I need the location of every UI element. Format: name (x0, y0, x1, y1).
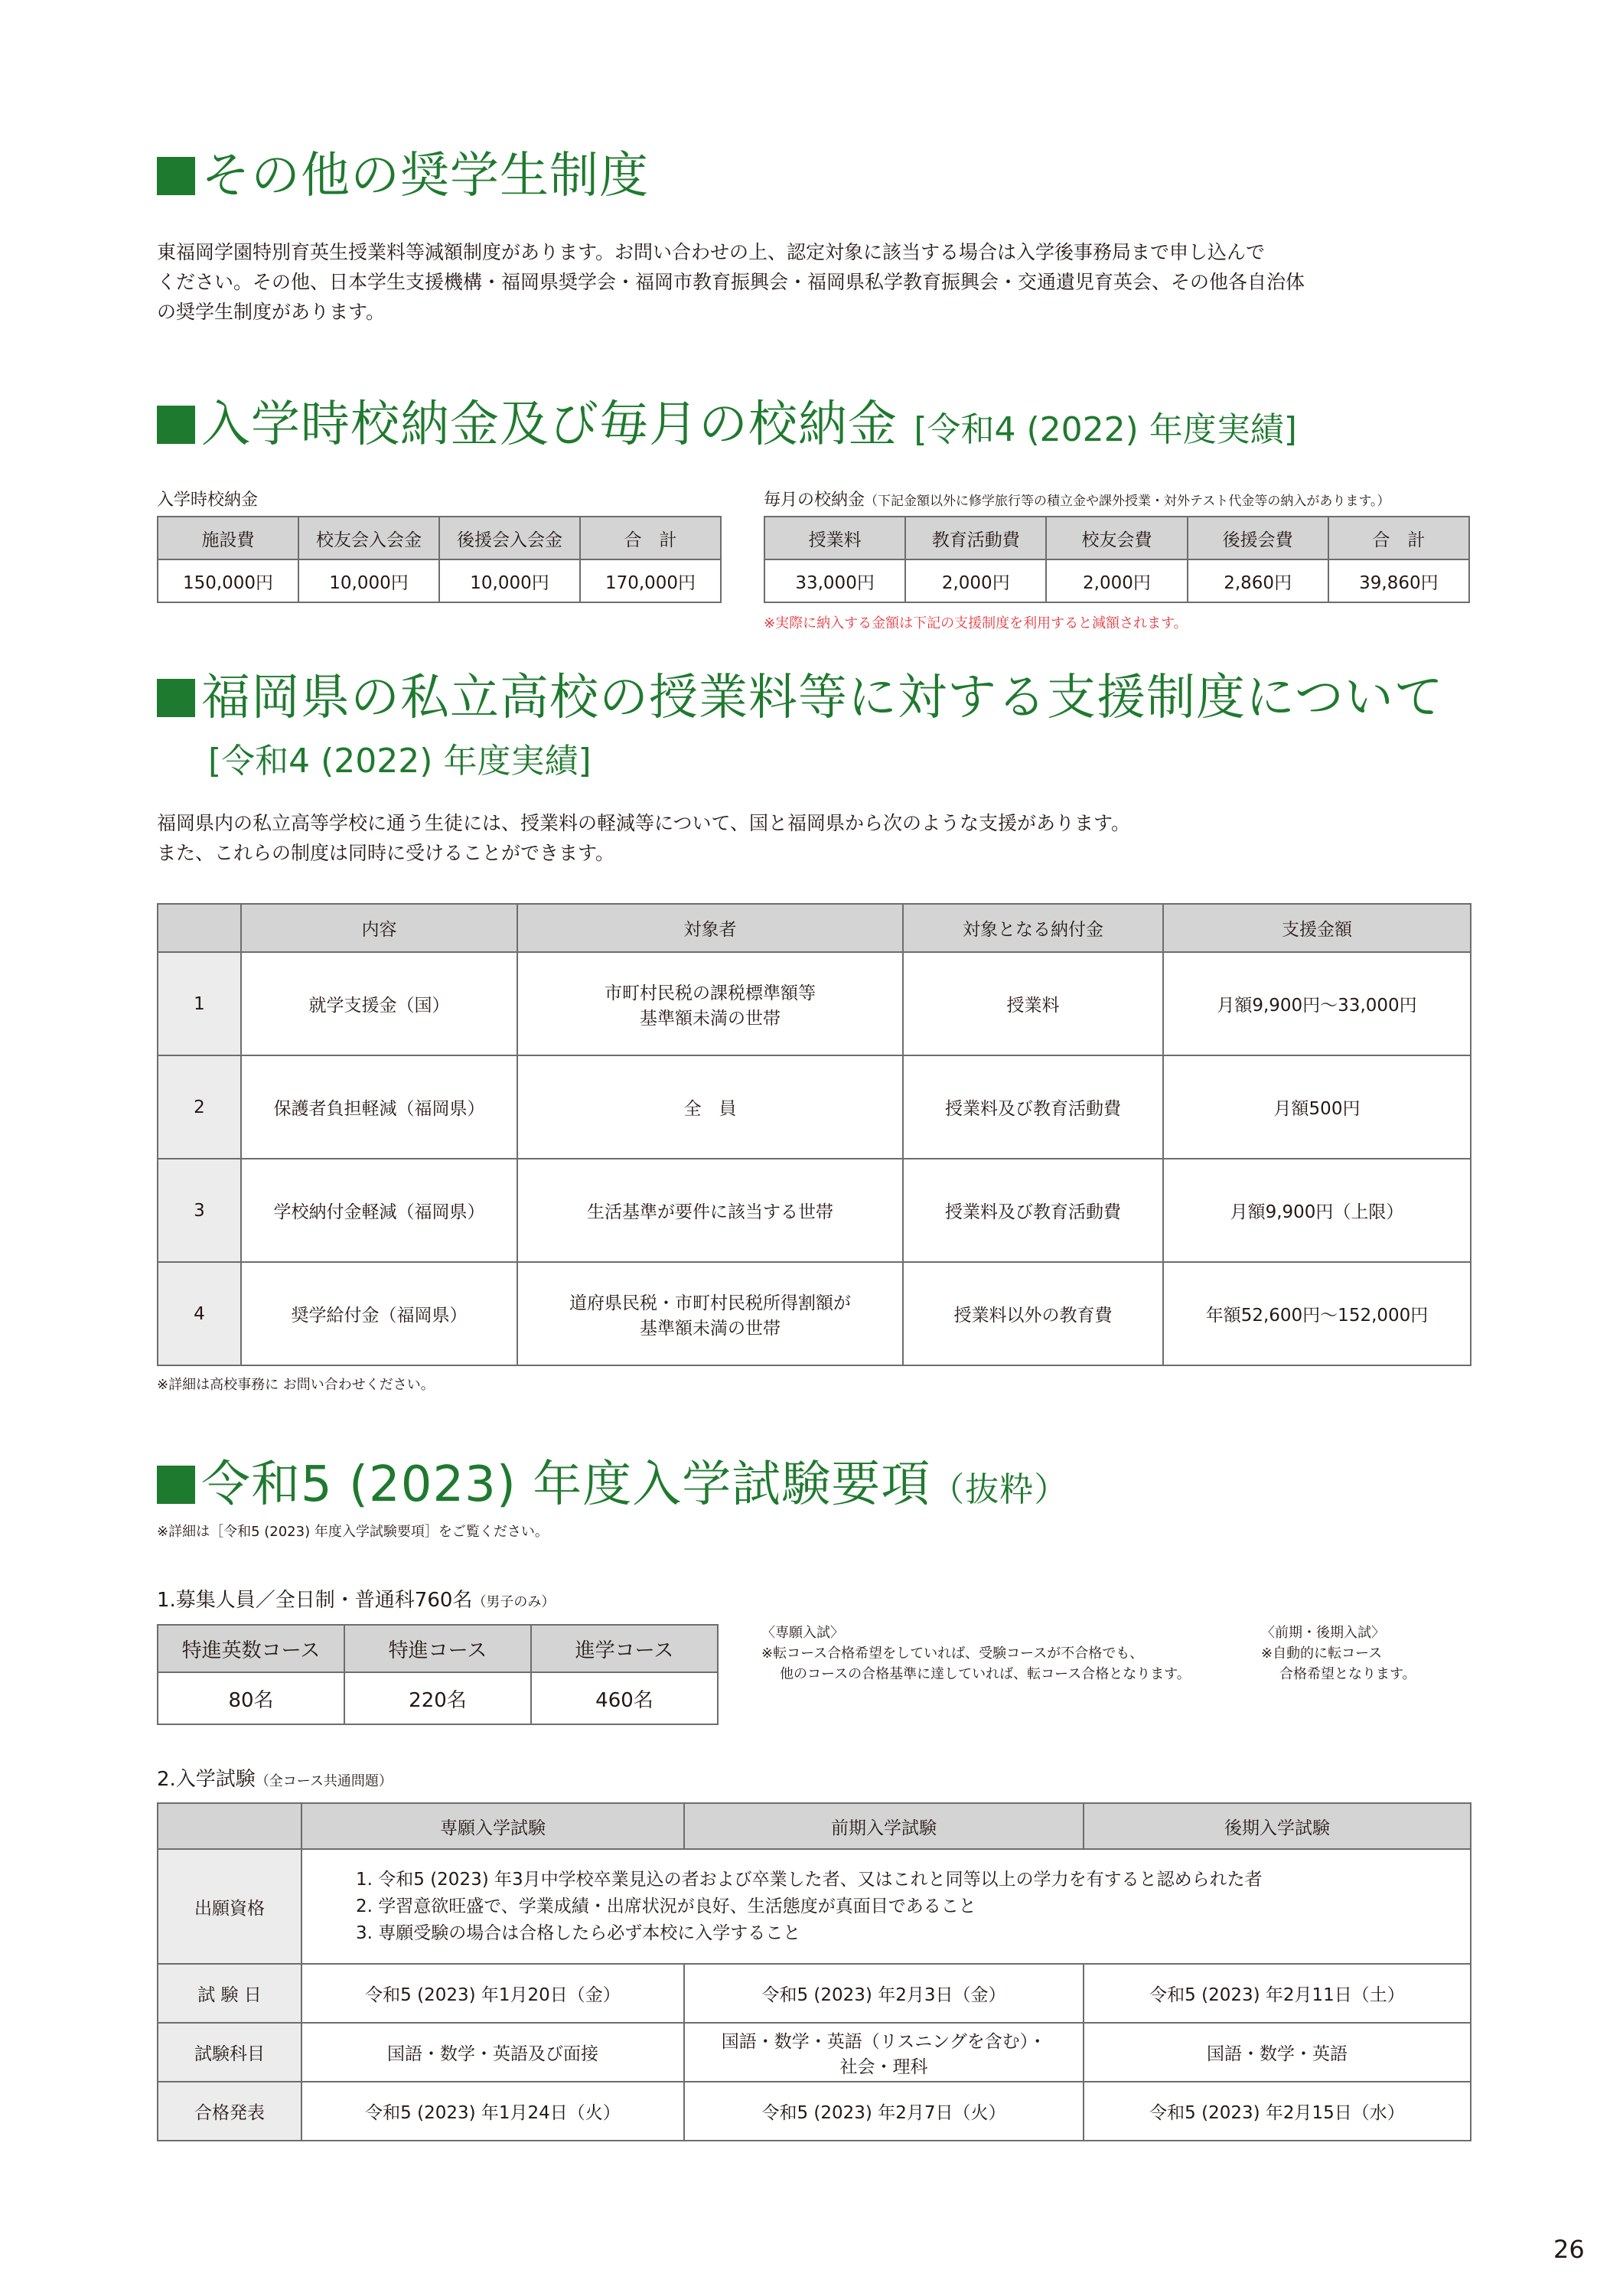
table-cell: 10,000円 (439, 559, 580, 602)
table-cell: 33,000円 (764, 559, 905, 602)
table-cell: 令和5 (2023) 年2月7日（火） (684, 2082, 1084, 2141)
support-target: 市町村民税の課税標準額等 基準額未満の世帯 (517, 952, 903, 1055)
exam-note: ※詳細は［令和5 (2023) 年度入学試験要項］をご覧ください。 (157, 1524, 549, 1540)
qualification-cell: 1. 令和5 (2023) 年3月中学校卒業見込の者および卒業した者、又はこれと同等以上の学力を有すると認められた者 2. 学習意欲旺盛で、学業成績・出席状況が良好、生活態度が真面目であること 3. 専願受験の場合は合格したら必ず本校に入学すること (301, 1849, 1471, 1964)
square-bullet-icon (157, 679, 195, 717)
section-title-support: 福岡県の私立高校の授業料等に対する支援制度について (157, 667, 1444, 729)
table-header: 特進コース (344, 1625, 531, 1672)
table-cell: 2,860円 (1188, 559, 1328, 602)
table-header: 校友会入会金 (298, 517, 439, 559)
row-label: 試験科目 (158, 2023, 301, 2082)
admission-fee-caption: 入学時校納金 (157, 491, 259, 510)
row-number: 4 (158, 1262, 241, 1365)
support-amount: 月額500円 (1163, 1055, 1471, 1159)
table-header: 教育活動費 (905, 517, 1046, 559)
support-fee: 授業料及び教育活動費 (903, 1055, 1163, 1159)
row-label: 試 験 日 (158, 1964, 301, 2023)
table-cell: 令和5 (2023) 年2月3日（金） (684, 1964, 1084, 2023)
row-number: 2 (158, 1055, 241, 1159)
table-header: 合 計 (1328, 517, 1469, 559)
support-amount: 月額9,900円～33,000円 (1163, 952, 1471, 1055)
table-row (158, 1055, 1471, 1159)
support-fee: 授業料及び教育活動費 (903, 1159, 1163, 1262)
table-row (158, 952, 1471, 1055)
table-cell: 460名 (531, 1672, 718, 1724)
admission-fee-table (157, 516, 722, 603)
support-content: 奨学給付金（福岡県） (241, 1262, 517, 1365)
support-content: 学校納付金軽減（福岡県） (241, 1159, 517, 1262)
table-header: 後援会入会金 (439, 517, 580, 559)
table-row (158, 1964, 1471, 2023)
table-cell: 2,000円 (905, 559, 1046, 602)
table-header: 授業料 (764, 517, 905, 559)
table-cell: 150,000円 (158, 559, 298, 602)
table-cell: 国語・数学・英語及び面接 (301, 2023, 684, 2082)
recruitment-heading: 1.募集人員／全日制・普通科760名（男子のみ） (157, 1589, 556, 1612)
table-cell: 令和5 (2023) 年2月15日（水） (1084, 2082, 1471, 2141)
section-title-exam: 令和5 (2023) 年度入学試験要項（抜粋） (157, 1454, 1068, 1521)
support-table (157, 903, 1471, 1366)
table-header: 特進英数コース (158, 1625, 344, 1672)
section-title-fees: 入学時校納金及び毎月の校納金 [令和4 (2022) 年度実績] (157, 394, 1297, 461)
table-cell: 10,000円 (298, 559, 439, 602)
table-row (158, 2023, 1471, 2082)
table-header (158, 904, 241, 952)
zenki-note: 〈前期・後期入試〉 ※自動的に転コース 合格希望となります。 (1261, 1625, 1416, 1682)
table-cell: 39,860円 (1328, 559, 1469, 602)
support-target: 道府県民税・市町村民税所得割額が 基準額未満の世帯 (517, 1262, 903, 1365)
scholarship-paragraph: 東福岡学園特別育英生授業料等減額制度があります。お問い合わせの上、認定対象に該当する場合は入学後事務局まで申し込んで ください。その他、日本学生支援機構・福岡県奨学会・福岡市教育振興会・福岡県私学教育振興会・交通遺児育英会、その他各自治体 の奨学生制度があります。 (157, 241, 1305, 323)
table-header: 校友会費 (1046, 517, 1187, 559)
table-header: 後期入学試験 (1084, 1803, 1471, 1849)
support-fee: 授業料 (903, 952, 1163, 1055)
table-row (158, 2082, 1471, 2141)
table-header: 専願入学試験 (301, 1803, 684, 1849)
row-number: 3 (158, 1159, 241, 1262)
table-cell: 令和5 (2023) 年1月24日（火） (301, 2082, 684, 2141)
support-content: 就学支援金（国） (241, 952, 517, 1055)
senkan-note: 〈専願入試〉 ※転コース合格希望をしていれば、受験コースが不合格でも、 他のコースの合格基準に達していれば、転コース合格となります。 (761, 1625, 1191, 1682)
support-content: 保護者負担軽減（福岡県） (241, 1055, 517, 1159)
support-fee: 授業料以外の教育費 (903, 1262, 1163, 1365)
reduction-note: ※実際に納入する金額は下記の支援制度を利用すると減額されます。 (764, 615, 1188, 631)
exam-heading: 2.入学試験（全コース共通問題） (157, 1768, 393, 1791)
support-amount: 月額9,900円（上限） (1163, 1159, 1471, 1262)
table-header: 合 計 (580, 517, 721, 559)
table-header: 進学コース (531, 1625, 718, 1672)
table-cell: 令和5 (2023) 年2月11日（土） (1084, 1964, 1471, 2023)
support-amount: 年額52,600円～152,000円 (1163, 1262, 1471, 1365)
support-note: ※詳細は高校事務に お問い合わせください。 (157, 1377, 435, 1393)
square-bullet-icon (157, 406, 195, 444)
table-header: 前期入学試験 (684, 1803, 1084, 1849)
table-header: 後援会費 (1188, 517, 1328, 559)
table-row (158, 1159, 1471, 1262)
support-paragraph: 福岡県内の私立高等学校に通う生徒には、授業料の軽減等について、国と福岡県から次のような支援があります。 また、これらの制度は同時に受けることができます。 (157, 812, 1131, 864)
monthly-fee-table (764, 516, 1470, 603)
table-row (158, 1849, 1471, 1964)
table-cell: 2,000円 (1046, 559, 1187, 602)
table-cell: 220名 (344, 1672, 531, 1724)
recruitment-table (157, 1624, 719, 1725)
square-bullet-icon (157, 1466, 195, 1504)
table-cell: 国語・数学・英語 (1084, 2023, 1471, 2082)
row-number: 1 (158, 952, 241, 1055)
row-label: 出願資格 (158, 1849, 301, 1964)
table-cell: 国語・数学・英語（リスニングを含む）・ 社会・理科 (684, 2023, 1084, 2082)
support-target: 生活基準が要件に該当する世帯 (517, 1159, 903, 1262)
support-year: [令和4 (2022) 年度実績] (208, 742, 592, 781)
table-header: 支援金額 (1163, 904, 1471, 952)
table-header: 内容 (241, 904, 517, 952)
table-header (158, 1803, 301, 1849)
table-cell: 令和5 (2023) 年1月20日（金） (301, 1964, 684, 2023)
support-target: 全 員 (517, 1055, 903, 1159)
table-row (158, 1262, 1471, 1365)
square-bullet-icon (157, 157, 195, 195)
table-header: 施設費 (158, 517, 298, 559)
section-title-scholarship: その他の奨学生制度 (157, 145, 649, 207)
row-label: 合格発表 (158, 2082, 301, 2141)
table-header: 対象者 (517, 904, 903, 952)
table-header: 対象となる納付金 (903, 904, 1163, 952)
monthly-fee-caption: 毎月の校納金（下記金額以外に修学旅行等の積立金や課外授業・対外テスト代金等の納入があります。） (764, 491, 1390, 510)
exam-table (157, 1802, 1471, 2141)
table-cell: 80名 (158, 1672, 344, 1724)
page-number: 26 (1553, 2235, 1585, 2264)
table-cell: 170,000円 (580, 559, 721, 602)
